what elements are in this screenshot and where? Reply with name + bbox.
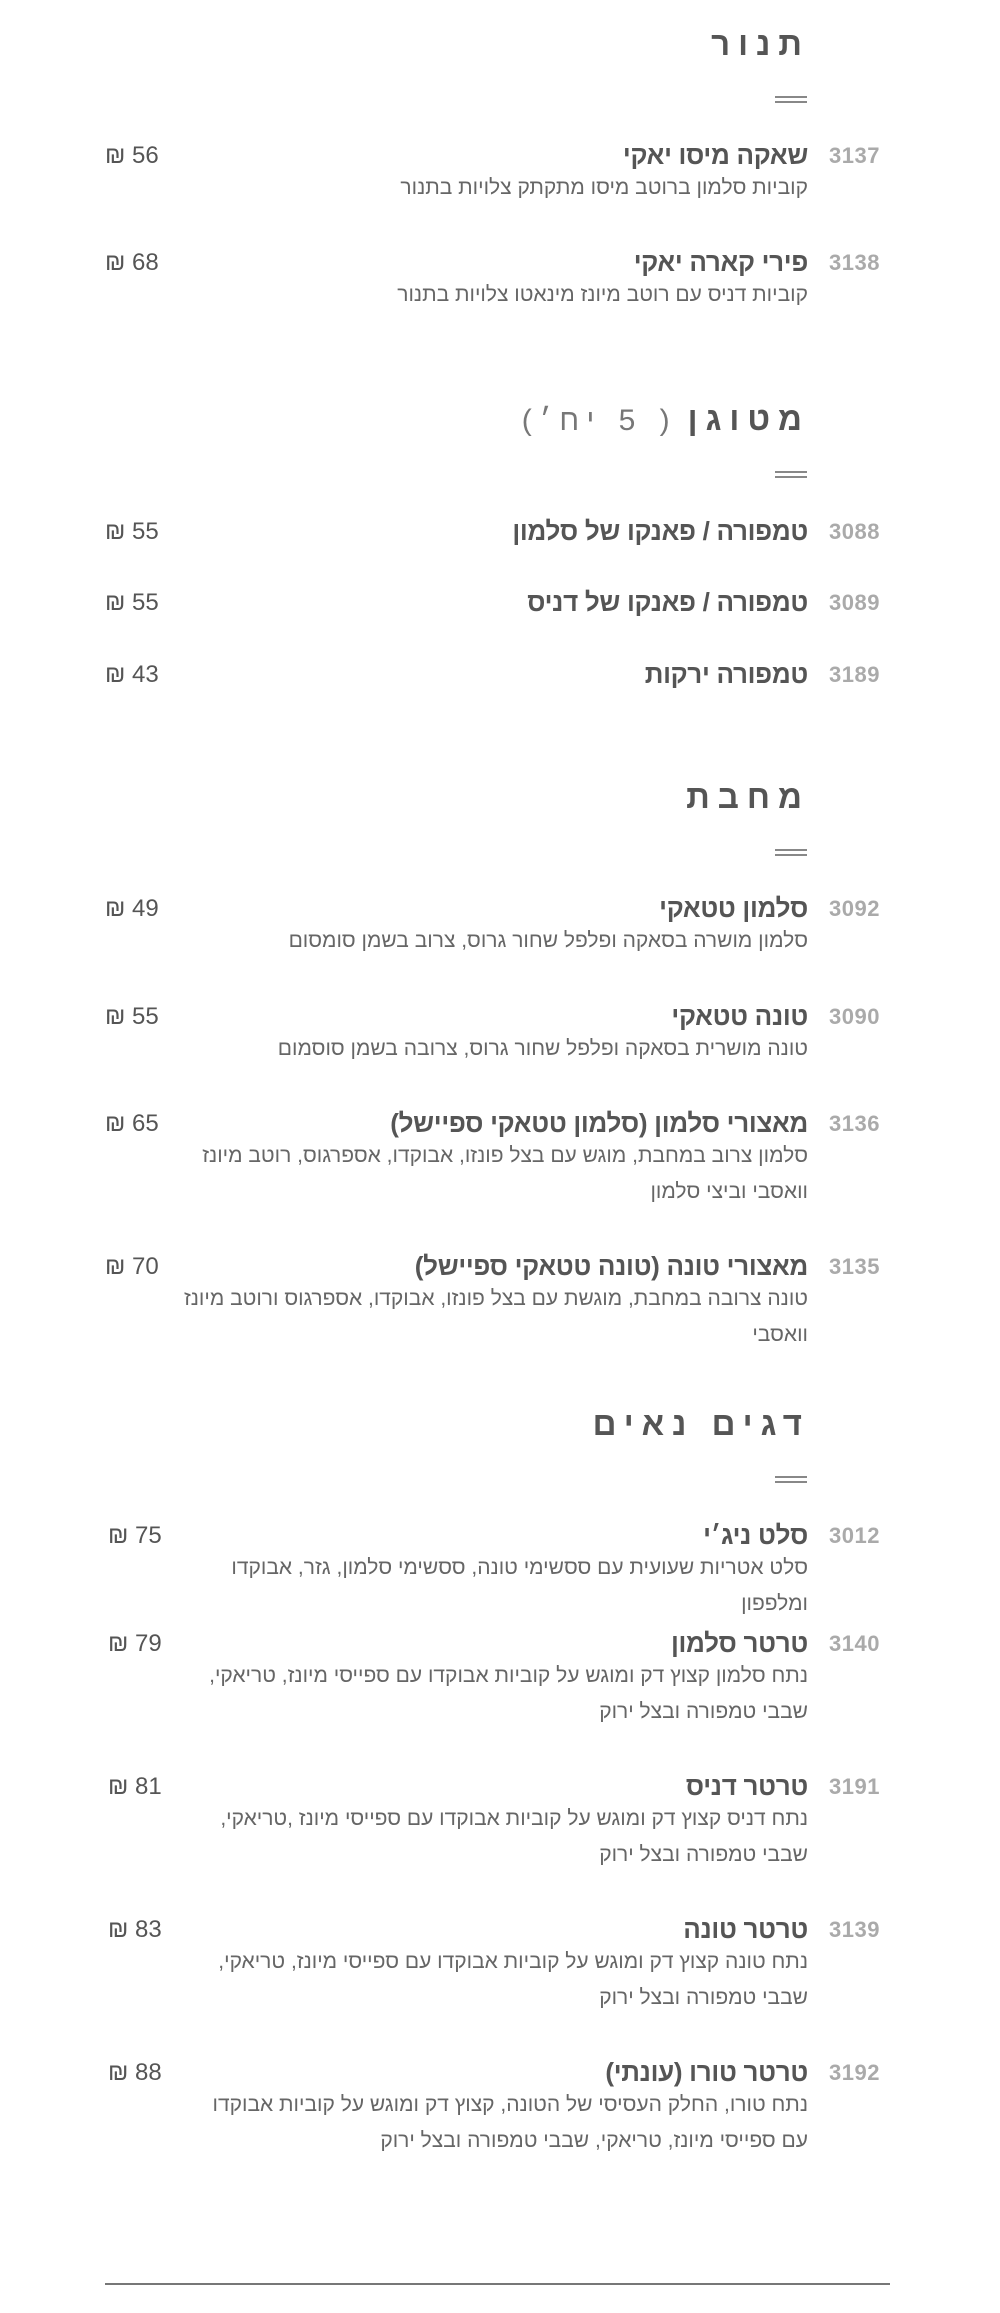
item-code: 3092 <box>829 896 880 921</box>
item-price: ₪ 70 <box>105 1253 159 1280</box>
item-name: טרטר טורו (עונתי) <box>605 2057 808 2087</box>
item-name: טמפורה / פאנקו של דניס <box>527 587 808 617</box>
item-description: סלמון מושרה בסאקה ופלפל שחור גרוס, צרוב בשמן סומסום <box>288 929 808 952</box>
item-name: טרטר דניס <box>685 1771 808 1801</box>
item-code: 3189 <box>829 662 880 687</box>
section-subtitle: ( 5 יח׳) <box>521 404 678 437</box>
item-price: ₪ 49 <box>105 895 159 922</box>
item-price: ₪ 68 <box>105 249 159 276</box>
item-description: נתח דניס קצוץ דק ומוגש על קוביות אבוקדו עם ספייסי מיונז ,טריאקי, שבבי טמפורה ובצל ירוק <box>220 1807 808 1866</box>
item-code: 3137 <box>829 143 880 168</box>
item-name: טרטר טונה <box>683 1914 808 1944</box>
item-description: סלט אטריות שעועית עם ססשימי טונה, ססשימי סלמון, גזר, אבוקדו ומלפפון <box>231 1556 808 1615</box>
item-price: ₪ 55 <box>105 1003 159 1030</box>
section-divider <box>775 849 807 856</box>
section-divider <box>775 1476 807 1483</box>
item-code: 3138 <box>829 250 880 275</box>
item-description: קוביות דניס עם רוטב מיונז מינאטו צלויות בתנור <box>397 283 808 306</box>
item-price: ₪ 55 <box>105 518 159 545</box>
item-price: ₪ 81 <box>108 1773 162 1800</box>
item-description: קוביות סלמון ברוטב מיסו מתקתק צלויות בתנור <box>400 176 808 199</box>
item-code: 3135 <box>829 1254 880 1279</box>
item-code: 3192 <box>829 2060 880 2085</box>
item-name: טמפורה / פאנקו של סלמון <box>512 516 808 546</box>
item-description: סלמון צרוב במחבת, מוגש עם בצל פונזו, אבוקדו, אספרגוס, רוטב מיונז וואסבי וביצי סלמון <box>202 1144 808 1203</box>
item-name: טרטר סלמון <box>670 1628 808 1658</box>
item-name: פירי קארה יאקי <box>633 247 808 277</box>
item-price: ₪ 79 <box>108 1630 162 1657</box>
section-divider <box>775 471 807 478</box>
item-code: 3089 <box>829 590 880 615</box>
item-description: טונה צרובה במחבת, מוגשת עם בצל פונזו, אבוקדו, אספרגוס ורוטב מיונז וואסבי <box>183 1287 808 1346</box>
item-name: שאקה מיסו יאקי <box>622 140 808 170</box>
item-name: סלמון טטאקי <box>659 893 808 923</box>
item-code: 3090 <box>829 1004 880 1029</box>
item-code: 3139 <box>829 1917 880 1942</box>
section-title: דגים נאים <box>592 1405 810 1442</box>
item-code: 3088 <box>829 519 880 544</box>
item-description: טונה מושרית בסאקה ופלפל שחור גרוס, צרובה בשמן סוסמום <box>277 1037 808 1060</box>
section-title: מחבת <box>686 778 810 815</box>
item-price: ₪ 83 <box>108 1916 162 1943</box>
item-name: מאצורי טונה (טונה טטאקי ספיישל) <box>414 1251 808 1281</box>
item-code: 3140 <box>829 1631 880 1656</box>
item-price: ₪ 55 <box>105 589 159 616</box>
section-divider <box>775 96 807 103</box>
item-code: 3012 <box>829 1523 880 1548</box>
item-price: ₪ 88 <box>108 2059 162 2086</box>
item-name: טמפורה ירקות <box>644 659 808 689</box>
item-price: ₪ 75 <box>108 1522 162 1549</box>
item-code: 3136 <box>829 1111 880 1136</box>
item-price: ₪ 56 <box>105 142 159 169</box>
footer-divider <box>105 2283 890 2285</box>
item-description: נתח טונה קצוץ דק ומוגש על קוביות אבוקדו עם ספייסי מיונז, טריאקי, שבבי טמפורה ובצל ירוק <box>218 1950 808 2009</box>
section-title: מטוגן( 5 יח׳) <box>521 400 810 437</box>
item-price: ₪ 43 <box>105 661 159 688</box>
item-description: נתח סלמון קצוץ דק ומוגש על קוביות אבוקדו עם ספייסי מיונז, טריאקי, שבבי טמפורה ובצל ירוק <box>209 1664 808 1723</box>
item-description: נתח טורו, החלק העסיסי של הטונה, קצוץ דק ומוגש על קוביות אבוקדו עם ספייסי מיונז, טריאקי, שבבי טמפורה ובצל ירוק <box>212 2093 808 2152</box>
item-price: ₪ 65 <box>105 1110 159 1137</box>
item-name: מאצורי סלמון (סלמון טטאקי ספיישל) <box>390 1108 808 1138</box>
item-name: טונה טטאקי <box>671 1001 808 1031</box>
item-code: 3191 <box>829 1774 880 1799</box>
item-name: סלט ניג׳י <box>703 1520 808 1550</box>
section-title: תנור <box>711 25 810 62</box>
